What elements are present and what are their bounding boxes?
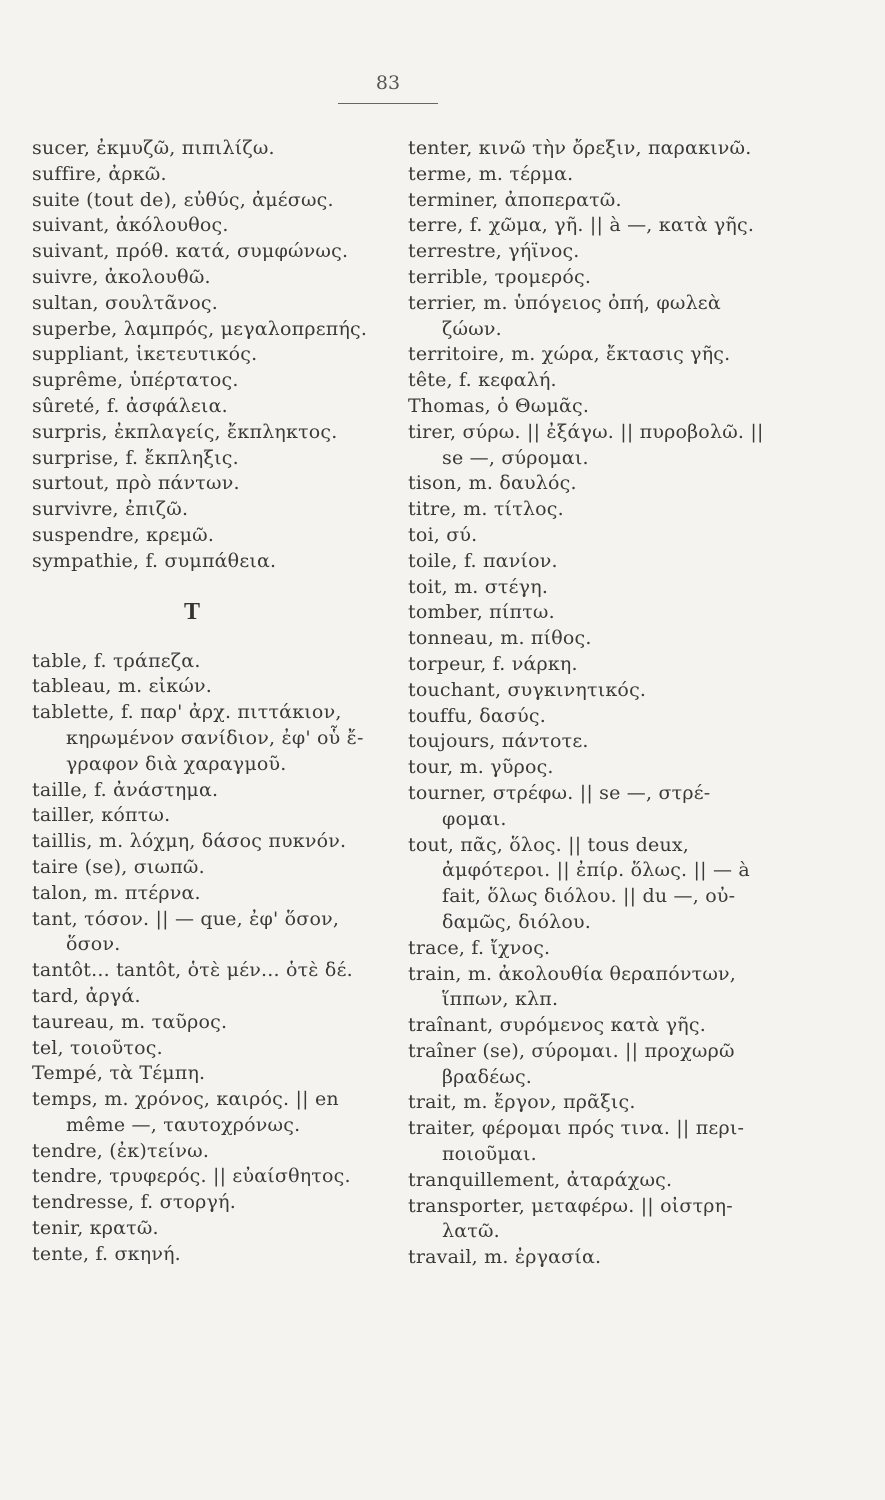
dictionary-entry: torpeur, f. νάρκη. [408, 652, 578, 675]
dictionary-entry: territoire, m. χώρα, ἔκτασις γῆς. [408, 343, 731, 366]
dictionary-entry: suppliant, ἱκετευτικός. [32, 343, 258, 366]
dictionary-entry: tendre, τρυφερός. || εὐαίσθητος. [32, 1165, 351, 1188]
dictionary-entry: toit, m. στέγη. [408, 575, 549, 598]
dictionary-entry: tente, f. σκηνή. [32, 1242, 181, 1265]
dictionary-entry: tête, f. κεφαλή. [408, 369, 557, 392]
dictionary-entry-continuation: δαμῶς, διόλου. [442, 910, 592, 933]
dictionary-entry: table, f. τράπεζα. [32, 649, 201, 672]
dictionary-entry: terrestre, γήϊνος. [408, 240, 580, 263]
dictionary-entry: tranquillement, ἀταράχως. [408, 1168, 673, 1191]
dictionary-entry: toujours, πάντοτε. [408, 730, 589, 753]
dictionary-entry: trace, f. ἴχνος. [408, 936, 551, 959]
dictionary-entry: suivant, ἀκόλουθος. [32, 214, 229, 237]
dictionary-entry: taillis, m. λόχμη, δάσος πυκνόν. [32, 830, 347, 853]
dictionary-entry: titre, m. τίτλος. [408, 498, 564, 521]
dictionary-entry: tableau, m. εἰκών. [32, 675, 213, 698]
dictionary-entry-continuation: fait, ὅλως διόλου. || du —, οὐ- [442, 885, 736, 908]
dictionary-entry: tenir, κρατῶ. [32, 1217, 159, 1240]
dictionary-entry: surprise, f. ἔκπληξις. [32, 446, 239, 469]
dictionary-entry: sucer, ἐκμυζῶ, πιπιλίζω. [32, 137, 275, 159]
dictionary-entry: traînant, συρόμενος κατὰ γῆς. [408, 1014, 706, 1037]
dictionary-entry: survivre, ἐπιζῶ. [32, 498, 189, 521]
dictionary-entry: taille, f. ἀνάστημα. [32, 778, 219, 801]
right-column [408, 136, 858, 1271]
dictionary-entry: suprême, ὑπέρτατος. [32, 369, 239, 392]
dictionary-entry-continuation: γραφον διὰ χαραγμοῦ. [66, 752, 287, 775]
dictionary-entry-continuation: φομαι. [442, 807, 507, 830]
dictionary-entry-continuation: ἵππων, κλπ. [442, 988, 559, 1011]
dictionary-entry: tel, τοιοῦτος. [32, 1036, 163, 1059]
entries-s-section [32, 136, 402, 575]
dictionary-entry: tenter, κινῶ τὴν ὄρεξιν, παρακινῶ. [408, 137, 752, 159]
section-letter-t: T [184, 598, 201, 625]
dictionary-entry: tirer, σύρω. || ἐξάγω. || πυροβολῶ. || [408, 420, 764, 443]
dictionary-entry: suivant, πρόθ. κατά, συμφώνως. [32, 240, 349, 263]
dictionary-entry: toi, σύ. [408, 523, 478, 546]
dictionary-entry: trait, m. ἔργον, πρᾶξις. [408, 1091, 636, 1114]
dictionary-entry: sultan, σουλτᾶνος. [32, 291, 218, 314]
dictionary-entry: traîner (se), σύρομαι. || προχωρῶ [408, 1039, 735, 1062]
dictionary-entry: terrier, m. ὑπόγειος ὀπή, φωλεὰ [408, 291, 721, 314]
dictionary-entry: suite (tout de), εὐθύς, ἀμέσως. [32, 188, 334, 211]
dictionary-entry: taureau, m. ταῦρος. [32, 1010, 228, 1033]
dictionary-entry: tard, ἀργά. [32, 984, 141, 1007]
page-number-rule [338, 103, 438, 104]
dictionary-entry: terrible, τρομερός. [408, 265, 592, 288]
dictionary-entry: tout, πᾶς, ὅλος. || tous deux, [408, 833, 690, 856]
dictionary-entry: talon, m. πτέρνα. [32, 881, 201, 904]
dictionary-entry: tablette, f. παρ' ἀρχ. πιττάκιον, [32, 701, 342, 724]
dictionary-entry: touffu, δασύς. [408, 704, 546, 727]
entries-t-section [32, 649, 402, 1268]
dictionary-entry: surtout, πρὸ πάντων. [32, 472, 240, 495]
dictionary-entry: tailler, κόπτω. [32, 804, 171, 827]
dictionary-entry: toile, f. πανίον. [408, 549, 558, 572]
dictionary-entry: taire (se), σιωπῶ. [32, 855, 205, 878]
dictionary-entry-continuation: même —, ταυτοχρόνως. [66, 1113, 301, 1136]
dictionary-entry: terme, m. τέρμα. [408, 162, 574, 185]
dictionary-entry: transporter, μεταφέρω. || οἰστρη- [408, 1194, 733, 1217]
dictionary-entry: superbe, λαμπρός, μεγαλοπρεπής. [32, 317, 368, 340]
dictionary-entry: tomber, πίπτω. [408, 601, 555, 624]
dictionary-entry: suffire, ἀρκῶ. [32, 162, 167, 185]
page-number: 83 [375, 72, 401, 94]
dictionary-entry: tourner, στρέφω. || se —, στρέ- [408, 781, 711, 804]
dictionary-entry-continuation: se —, σύρομαι. [442, 446, 589, 469]
dictionary-entry: Tempé, τὰ Τέμπη. [32, 1062, 206, 1085]
dictionary-entry: tantôt... tantôt, ὁτὲ μέν... ὁτὲ δέ. [32, 959, 353, 982]
dictionary-entry-continuation: ποιοῦμαι. [442, 1143, 537, 1166]
dictionary-entry: tonneau, m. πίθος. [408, 627, 592, 650]
dictionary-entry-continuation: ἀμφότεροι. || ἐπίρ. ὅλως. || — à [442, 859, 750, 882]
left-column [32, 136, 402, 1268]
dictionary-entry-continuation: κηρωμένον σανίδιον, ἐφ' οὗ ἔ- [66, 726, 364, 749]
dictionary-entry: temps, m. χρόνος, καιρός. || en [32, 1088, 339, 1111]
dictionary-entry-continuation: λατῶ. [442, 1220, 500, 1243]
dictionary-entry: traiter, φέρομαι πρός τινα. || περι- [408, 1117, 745, 1140]
dictionary-entry: tant, τόσον. || — que, ἐφ' ὅσον, [32, 907, 340, 930]
dictionary-entry: train, m. ἀκολουθία θεραπόντων, [408, 962, 737, 985]
dictionary-entry: tour, m. γῦρος. [408, 756, 554, 779]
dictionary-entry: terre, f. χῶμα, γῆ. || à —, κατὰ γῆς. [408, 214, 755, 237]
dictionary-entry: touchant, συγκινητικός. [408, 678, 647, 701]
dictionary-entry: tendre, (ἐκ)τείνω. [32, 1139, 210, 1162]
dictionary-entry: terminer, ἀποπερατῶ. [408, 188, 622, 211]
dictionary-entry: sûreté, f. ἀσφάλεια. [32, 394, 228, 417]
dictionary-entry: tison, m. δαυλός. [408, 472, 577, 495]
dictionary-entry-continuation: βραδέως. [442, 1065, 533, 1088]
dictionary-entry: sympathie, f. συμπάθεια. [32, 549, 277, 572]
entries-t-section-continued [408, 136, 858, 1271]
dictionary-entry-continuation: ὅσον. [66, 933, 121, 956]
dictionary-entry: Thomas, ὁ Θωμᾶς. [408, 394, 590, 417]
dictionary-entry: surpris, ἐκπλαγείς, ἔκπληκτος. [32, 420, 338, 443]
dictionary-entry: suspendre, κρεμῶ. [32, 523, 215, 546]
dictionary-entry: suivre, ἀκολουθῶ. [32, 265, 211, 288]
dictionary-entry-continuation: ζώων. [442, 317, 502, 340]
dictionary-entry: tendresse, f. στοργή. [32, 1191, 236, 1214]
dictionary-entry: travail, m. ἐργασία. [408, 1246, 602, 1269]
